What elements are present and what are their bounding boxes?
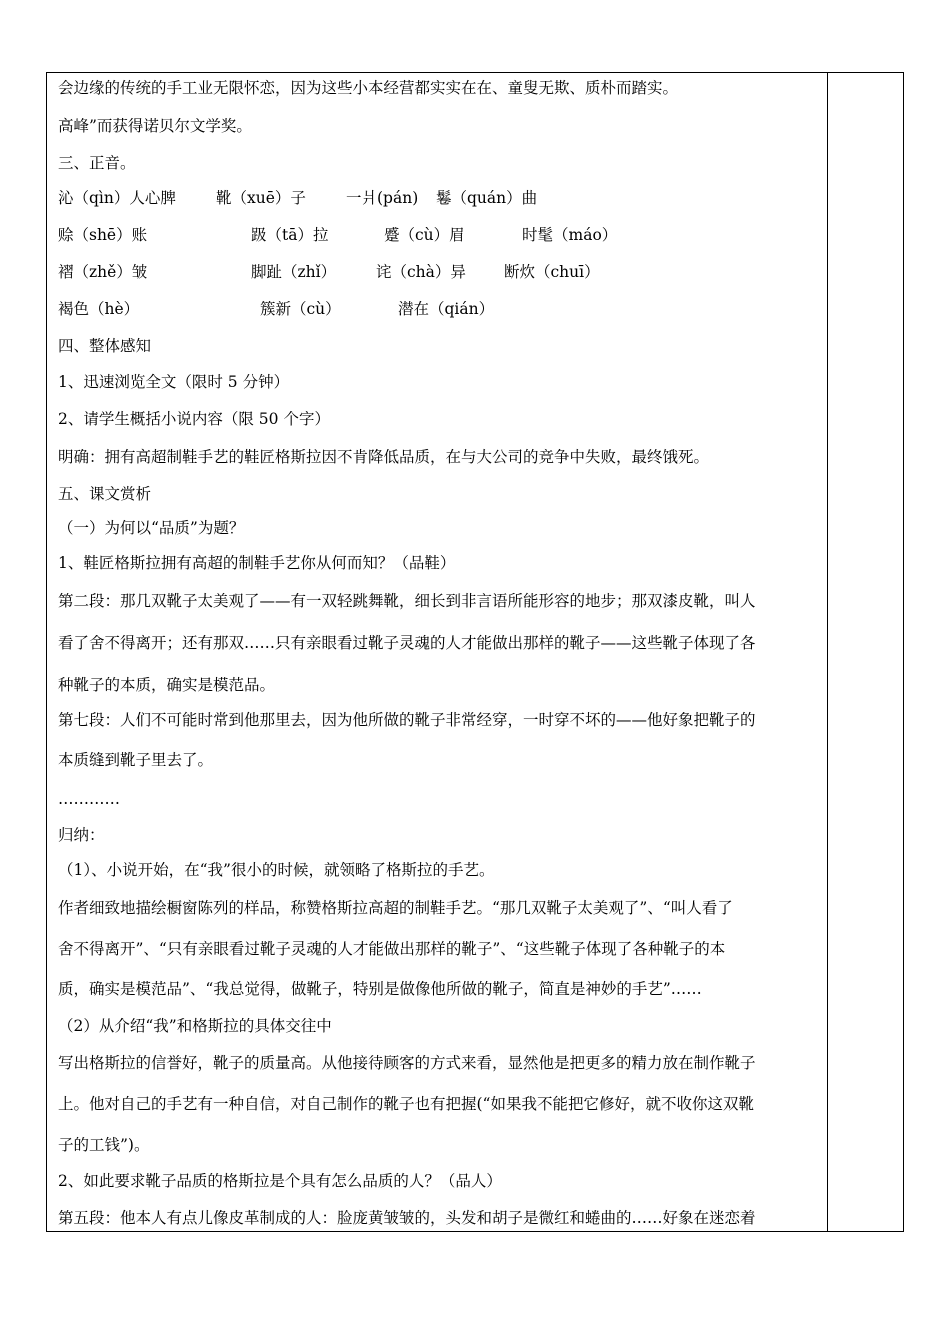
text-line: 舍不得离开”、“只有亲眼看过靴子灵魂的人才能做出那样的靴子”、“这些靴子体现了各种靴子的本 [58, 940, 726, 958]
column-divider [827, 73, 828, 1231]
text-line: 会边缘的传统的手工业无限怀恋，因为这些小本经营都实实在在、童叟无欺、质朴而踏实。 [58, 79, 679, 97]
text-line: 子的工钱”)。 [58, 1136, 150, 1154]
pinyin-item: 潜在（qián） [398, 300, 495, 318]
text-line: （2）从介绍“我”和格斯拉的具体交往中 [58, 1017, 332, 1035]
text-line: 本质缝到靴子里去了。 [58, 751, 214, 769]
pinyin-item: 时髦（máo） [522, 226, 618, 244]
pinyin-row [58, 188, 818, 208]
pinyin-row [58, 299, 818, 319]
text-line: 看了舍不得离开；还有那双……只有亲眼看过靴子灵魂的人才能做出那样的靴子——这些靴子体现了各 [58, 634, 756, 652]
text-line: （一）为何以“品质”为题？ [58, 519, 245, 537]
section-heading: 三、正音。 [58, 154, 136, 172]
text-line: 写出格斯拉的信誉好，靴子的质量高。从他接待顾客的方式来看，显然他是把更多的精力放在制作靴子 [58, 1054, 756, 1072]
text-line: 上。他对自己的手艺有一种自信，对自己制作的靴子也有把握(“如果我不能把它修好，就不收你这双靴 [58, 1095, 754, 1113]
pinyin-item: 诧（chà）异 [376, 263, 466, 281]
pinyin-item: 脚趾（zhǐ） [251, 263, 337, 281]
text-line: 归纳： [58, 826, 105, 844]
pinyin-item: 靴（xuē）子 [216, 189, 306, 207]
text-line: （1）、小说开始，在“我”很小的时候，就领略了格斯拉的手艺。 [58, 861, 495, 879]
pinyin-item: 蹙（cù）眉 [384, 226, 465, 244]
text-line: 作者细致地描绘橱窗陈列的样品，称赞格斯拉高超的制鞋手艺。“那几双靴子太美观了”、“叫人看了 [58, 899, 733, 917]
text-line: 第五段：他本人有点儿像皮革制成的人：脸庞黄皱皱的，头发和胡子是微红和蜷曲的……好象在迷恋着 [58, 1209, 756, 1227]
text-line: 1、鞋匠格斯拉拥有高超的制鞋手艺你从何而知？（品鞋） [58, 554, 456, 572]
section-heading: 五、课文赏析 [58, 485, 152, 503]
pinyin-row [58, 262, 818, 282]
text-line: 第二段：那几双靴子太美观了——有一双轻跳舞靴，细长到非言语所能形容的地步；那双漆皮靴，叫人 [58, 592, 756, 610]
pinyin-item: 赊（shē）账 [58, 226, 148, 244]
text-line: 种靴子的本质，确实是模范品。 [58, 676, 276, 694]
pinyin-item: 褐色（hè） [58, 300, 140, 318]
bottom-dashed-rule [46, 1231, 828, 1232]
text-line: 明确：拥有高超制鞋手艺的鞋匠格斯拉因不肯降低品质，在与大公司的竞争中失败，最终饿死。 [58, 448, 710, 466]
text-line: ………… [58, 790, 120, 808]
pinyin-item: 鬈（quán）曲 [436, 189, 538, 207]
text-line: 1、迅速浏览全文（限时 5 分钟） [58, 373, 290, 391]
pinyin-item: 褶（zhě）皱 [58, 263, 148, 281]
section-heading: 四、整体感知 [58, 337, 152, 355]
text-line: 质，确实是模范品”、“我总觉得，做靴子，特别是做像他所做的靴子，简直是神妙的手艺”…… [58, 980, 702, 998]
text-line: 第七段：人们不可能时常到他那里去，因为他所做的靴子非常经穿，一时穿不坏的——他好象把靴子的 [58, 711, 756, 729]
pinyin-item: 趿（tā）拉 [251, 226, 329, 244]
pinyin-item: 沁（qìn）人心脾 [58, 189, 176, 207]
text-line: 高峰”而获得诺贝尔文学奖。 [58, 117, 252, 135]
pinyin-row [58, 225, 818, 245]
pinyin-item: 断炊（chuī） [504, 263, 600, 281]
text-line: 2、如此要求靴子品质的格斯拉是个具有怎么品质的人？（品人） [58, 1172, 502, 1190]
text-line: 2、请学生概括小说内容（限 50 个字） [58, 410, 330, 428]
pinyin-item: 一爿(pán) [346, 189, 419, 207]
pinyin-item: 簇新（cù） [260, 300, 341, 318]
